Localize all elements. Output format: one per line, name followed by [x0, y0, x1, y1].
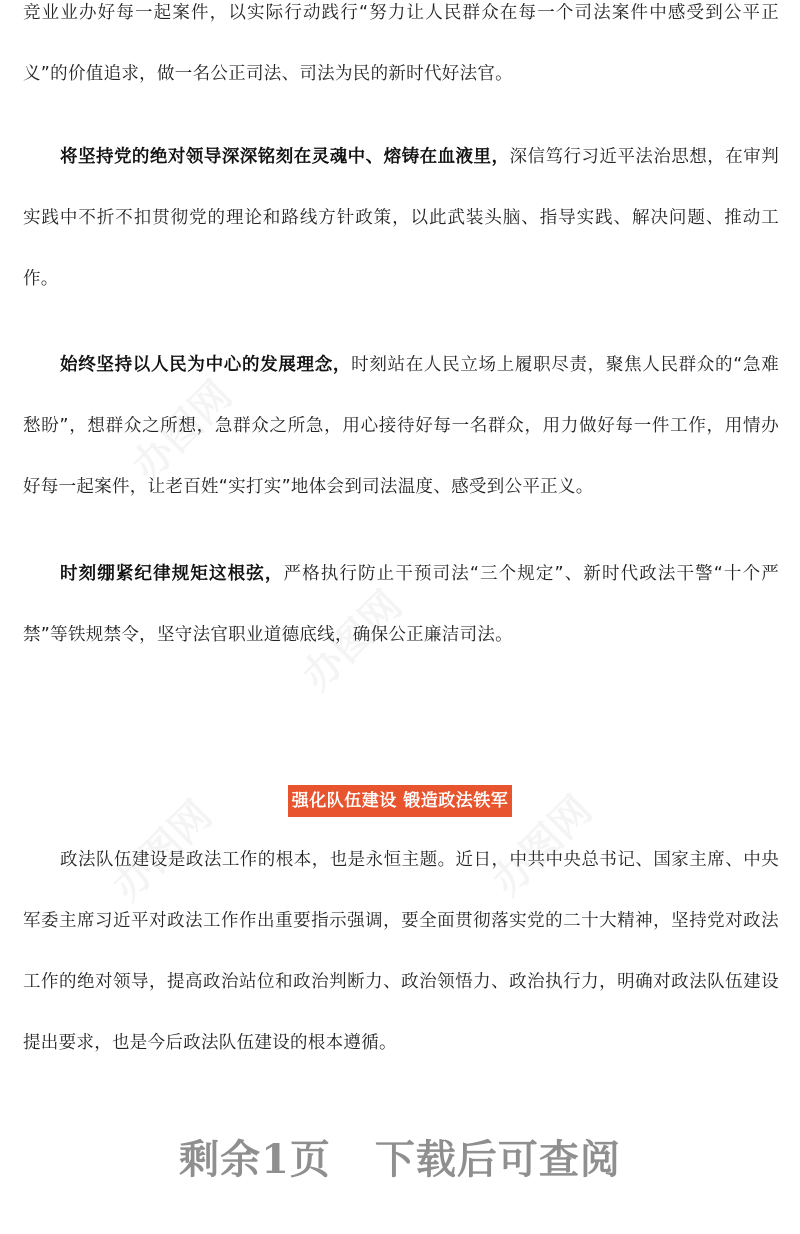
paragraph-lead: 始终坚持以人民为中心的发展理念， — [60, 355, 352, 375]
paragraph-text: 深信笃行习近平法治思想，在审判实践中不折不扣贯彻党的理论和路线方针政策，以此武装头脑、指导实践、解决问题、推动工作。 — [23, 147, 780, 289]
paragraph-text: 时刻站在人民立场上履职尽责，聚焦人民群众的“急难愁盼”，想群众之所想，急群众之所急，用心接待好每一名群众，用力做好每一件工作，用情办好每一起案件，让老百姓“实打实”地体会到司法温度、感受到公平正义。 — [23, 355, 779, 497]
section-heading-container — [0, 785, 800, 817]
paragraph-text: 严格执行防止干预司法“三个规定”、新时代政法干警“十个严禁”等铁规禁令，坚守法官职业道德底线，确保公正廉洁司法。 — [23, 564, 779, 645]
paragraph-lead: 时刻绷紧纪律规矩这根弦， — [60, 564, 284, 584]
section-heading: 强化队伍建设 锻造政法铁军 — [288, 785, 512, 817]
remaining-pages-label: 剩余1页 — [179, 1136, 331, 1183]
paragraph-party-leadership — [23, 127, 779, 310]
paragraph-discipline — [23, 544, 779, 666]
paragraph-text: 竞业业办好每一起案件，以实际行动践行“努力让人民群众在每一个司法案件中感受到公平正义”的价值追求，做一名公正司法、司法为民的新时代好法官。 — [23, 3, 779, 84]
paragraph-text: 政法队伍建设是政法工作的根本，也是永恒主题。近日，中共中央总书记、国家主席、中央军委主席习近平对政法工作作出重要指示强调，要全面贯彻落实党的二十大精神，坚持党对政法工作的绝对领导，提高政治站位和政治判断力、政治领悟力、政治执行力，明确对政法队伍建设提出要求，也是今后政法队伍建设的根本遵循。 — [23, 850, 779, 1053]
paragraph-people-centered — [23, 335, 779, 518]
paragraph-lead: 将坚持党的绝对领导深深铭刻在灵魂中、熔铸在血液里， — [60, 147, 510, 167]
download-prompt[interactable] — [0, 1128, 800, 1185]
download-hint-label: 下载后可查阅 — [374, 1136, 621, 1183]
paragraph-team-building — [23, 830, 779, 1074]
paragraph-intro-tail — [23, 0, 779, 105]
